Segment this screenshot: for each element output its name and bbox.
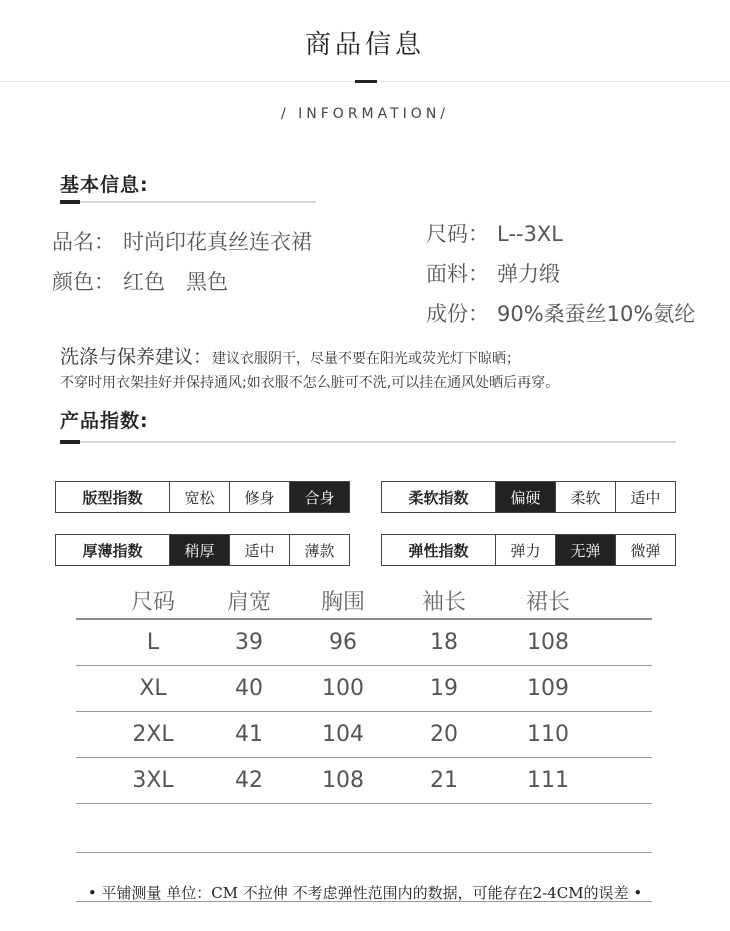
index-name: 版型指数 <box>82 488 143 507</box>
size-table-cell: 110 <box>527 722 569 747</box>
page-subtitle: / INFORMATION/ <box>280 106 450 122</box>
composition-line <box>426 298 695 328</box>
index-option: 无弹 <box>555 535 615 565</box>
size-table-header-cell: 袖长 <box>421 590 466 615</box>
size-table-blank-row <box>76 804 652 853</box>
size-table-cell: 3XL <box>132 768 174 793</box>
basic-info-accent-dash <box>60 200 80 204</box>
size-table-row <box>76 666 652 712</box>
index-option: 偏硬 <box>495 482 555 512</box>
product-index-divider <box>60 441 676 443</box>
care-label: 洗涤与保养建议： <box>60 346 213 368</box>
size-table-cell: L <box>146 630 160 655</box>
care-line-1 <box>60 342 520 369</box>
measurement-note: • 平铺测量 单位：CM 不拉伸 不考虑弹性范围内的数据，可能存在2-4CM的误差 • <box>87 884 643 902</box>
index-option: 微弹 <box>615 535 675 565</box>
size-table-header-cell: 胸围 <box>320 590 365 615</box>
size-table-header-cell: 尺码 <box>130 590 175 615</box>
size-table-cell: XL <box>139 676 167 701</box>
size-table-header <box>76 586 652 620</box>
size-table-cell: 21 <box>430 768 458 793</box>
size-range-label: 尺码： <box>426 222 489 246</box>
color-value: 红色 黑色 <box>123 270 228 294</box>
index-option: 适中 <box>229 535 289 565</box>
size-table-cell: 42 <box>235 768 263 793</box>
size-table-header-cell: 裙长 <box>525 590 570 615</box>
size-table-cell: 111 <box>527 768 569 793</box>
size-table-cell: 108 <box>527 630 569 655</box>
fabric-line <box>426 258 560 288</box>
basic-info-heading: 基本信息: <box>60 174 149 196</box>
size-table-cell: 108 <box>322 768 364 793</box>
size-range-line <box>426 218 563 248</box>
size-table-cell: 104 <box>322 722 364 747</box>
index-name: 厚薄指数 <box>82 541 143 560</box>
size-table-cell: 2XL <box>132 722 174 747</box>
size-table-cell: 39 <box>235 630 263 655</box>
size-table-cell: 100 <box>322 676 364 701</box>
index-option: 柔软 <box>555 482 615 512</box>
care-text-2: 不穿时用衣架挂好并保持通风;如衣服不怎么脏可不洗,可以挂在通风处晒后再穿。 <box>60 375 560 391</box>
composition-label: 成份： <box>426 302 489 326</box>
size-table-row <box>76 758 652 804</box>
index-option: 合身 <box>289 482 349 512</box>
fabric-value: 弹力缎 <box>497 262 560 286</box>
size-table-cell: 19 <box>430 676 458 701</box>
size-table-cell: 40 <box>235 676 263 701</box>
index-option: 适中 <box>615 482 675 512</box>
size-range-value: L--3XL <box>497 222 563 246</box>
page-title: 商品信息 <box>304 30 425 60</box>
index-group-fit <box>55 481 350 513</box>
size-table-row <box>76 712 652 758</box>
size-table-cell: 109 <box>527 676 569 701</box>
size-table-cell: 96 <box>329 630 357 655</box>
care-text-1: 建议衣服阴干，尽量不要在阳光或荧光灯下晾晒； <box>212 351 521 367</box>
index-option: 修身 <box>229 482 289 512</box>
title-accent-dash <box>355 80 377 83</box>
size-table-row <box>76 620 652 666</box>
composition-value: 90%桑蚕丝10%氨纶 <box>497 302 696 326</box>
product-name-line <box>52 226 312 256</box>
index-group-thickness <box>55 534 350 566</box>
size-table-cell: 20 <box>430 722 458 747</box>
index-name: 柔软指数 <box>408 488 469 507</box>
product-name-label: 品名： <box>52 230 115 254</box>
index-option: 稍厚 <box>169 535 229 565</box>
index-option: 弹力 <box>495 535 555 565</box>
color-label: 颜色： <box>52 270 115 294</box>
size-table-cell: 18 <box>430 630 458 655</box>
size-table-header-cell: 肩宽 <box>226 590 271 615</box>
product-index-accent-dash <box>60 440 80 444</box>
product-index-heading: 产品指数: <box>60 410 149 432</box>
index-group-softness <box>381 481 676 513</box>
size-table-cell: 41 <box>235 722 263 747</box>
basic-info-divider <box>60 201 316 203</box>
index-group-elasticity <box>381 534 676 566</box>
product-name-value: 时尚印花真丝连衣裙 <box>123 230 312 254</box>
size-table <box>76 586 652 902</box>
color-line <box>52 266 228 296</box>
index-name: 弹性指数 <box>408 541 469 560</box>
fabric-label: 面料： <box>426 262 489 286</box>
index-option: 宽松 <box>169 482 229 512</box>
index-option: 薄款 <box>289 535 349 565</box>
